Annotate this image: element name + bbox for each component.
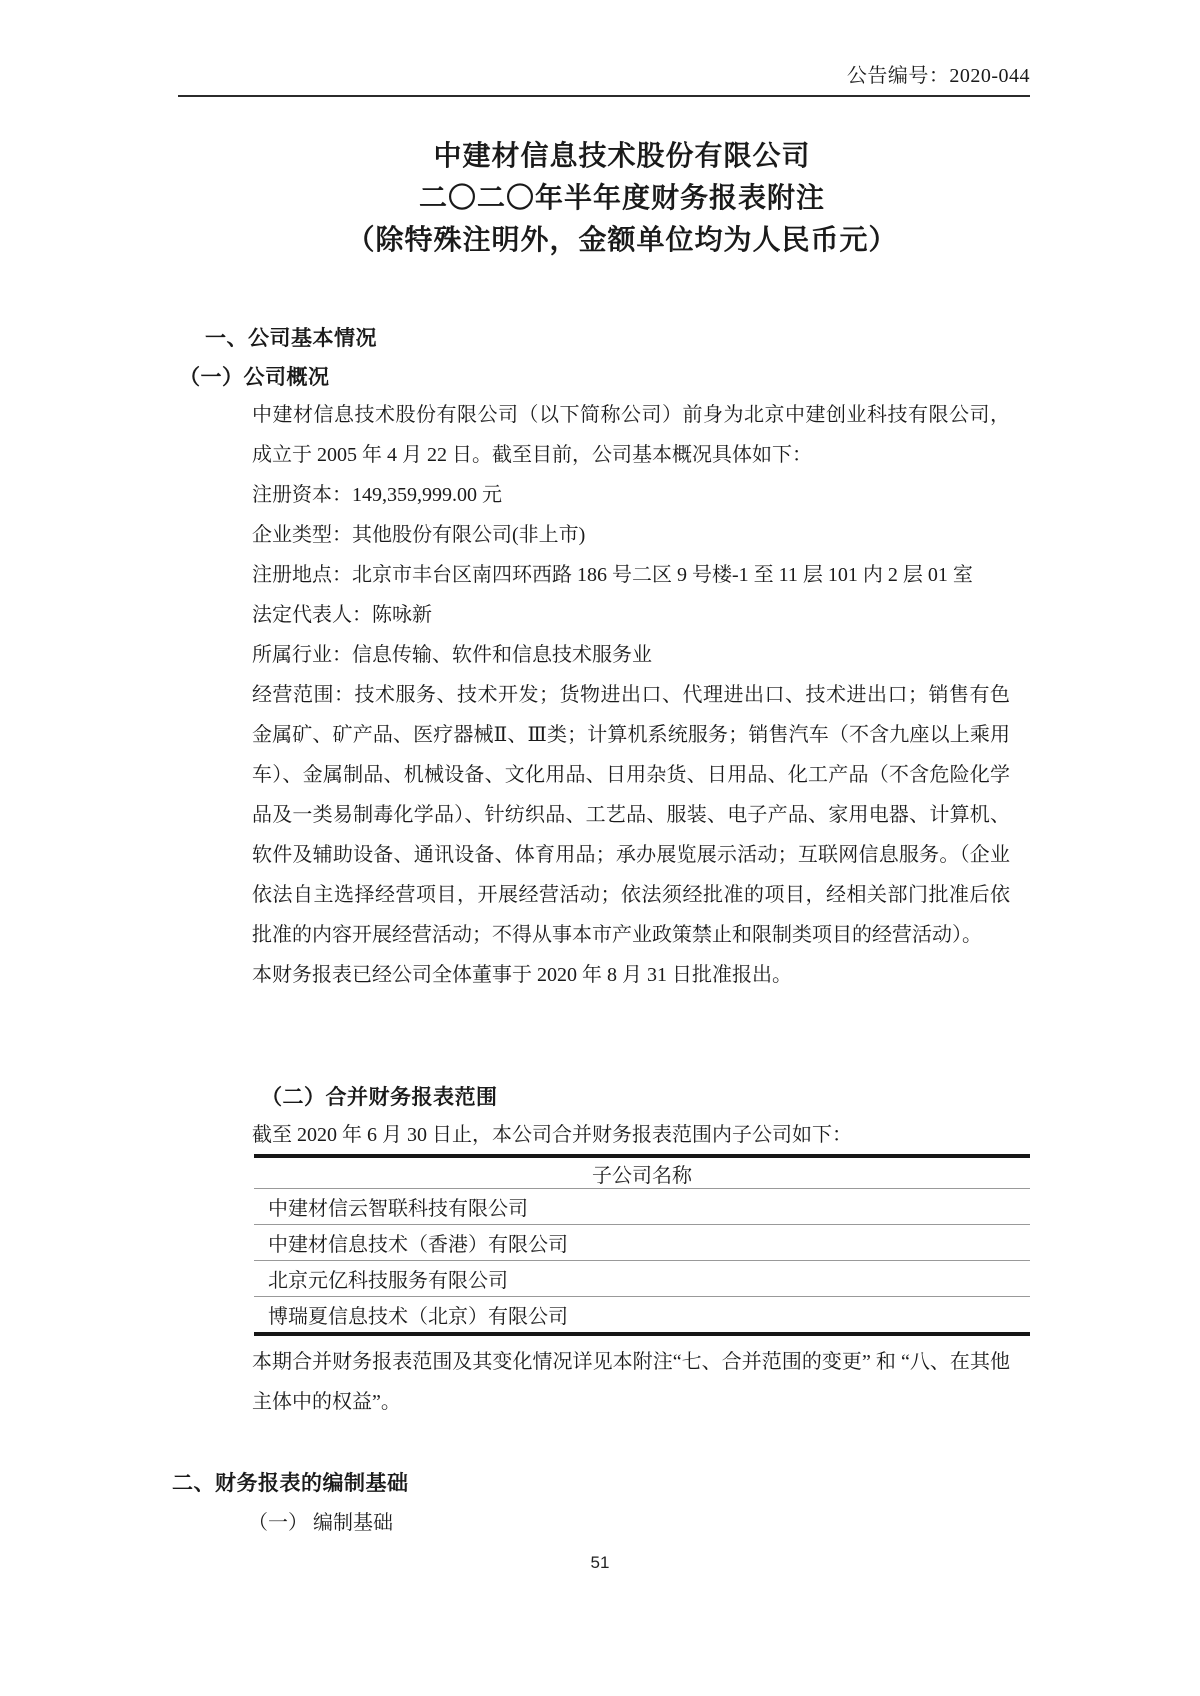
section-1-1-heading: （一）公司概况 bbox=[179, 365, 330, 389]
fact-legal-representative: 法定代表人：陈咏新 bbox=[252, 604, 432, 626]
subsidiary-name-cell: 北京元亿科技服务有限公司 bbox=[254, 1261, 1030, 1297]
section-2-heading: 二、财务报表的编制基础 bbox=[172, 1471, 409, 1495]
table-row bbox=[254, 1297, 1030, 1335]
fact-enterprise-type: 企业类型：其他股份有限公司(非上市) bbox=[252, 524, 586, 546]
consolidation-scope-intro: 截至 2020 年 6 月 30 日止，本公司合并财务报表范围内子公司如下： bbox=[252, 1124, 852, 1146]
fact-business-scope: 经营范围：技术服务、技术开发；货物进出口、代理进出口、技术进出口；销售有色金属矿、矿产品、医疗器械Ⅱ、Ⅲ类；计算机系统服务；销售汽车（不含九座以上乘用车）、金属制品、机械设备、文化用品、日用杂货、日用品、化工产品（不含危险化学品及一类易制毒化学品）、针纺织品、工艺品、服装、电子产品、家用电器、计算机、软件及辅助设备、通讯设备、体育用品；承办展览展示活动；互联网信息服务。（企业依法自主选择经营项目，开展经营活动；依法须经批准的项目，经相关部门批准后依批准的内容开展经营活动；不得从事本市产业政策禁止和限制类项目的经营活动）。 bbox=[252, 684, 1010, 946]
title-currency-note: （除特殊注明外，金额单位均为人民币元） bbox=[346, 225, 898, 256]
company-profile-intro: 中建材信息技术股份有限公司（以下简称公司）前身为北京中建创业科技有限公司，成立于 2005 年 4 月 22 日。截至目前，公司基本概况具体如下： bbox=[252, 404, 1010, 466]
subsidiary-name-cell: 博瑞夏信息技术（北京）有限公司 bbox=[254, 1297, 1030, 1335]
table-header-subsidiary-name: 子公司名称 bbox=[254, 1156, 1030, 1189]
table-row bbox=[254, 1189, 1030, 1225]
table-row bbox=[254, 1225, 1030, 1261]
document-title bbox=[204, 136, 1040, 262]
announcement-number: 公告编号：2020-044 bbox=[846, 65, 1030, 87]
company-profile-body bbox=[252, 395, 1010, 995]
header-divider bbox=[178, 95, 1030, 97]
subsidiaries-table bbox=[254, 1154, 1030, 1336]
table-header-row bbox=[254, 1156, 1030, 1189]
subsidiary-name-cell: 中建材信云智联科技有限公司 bbox=[254, 1189, 1030, 1225]
consolidation-scope-note: 本期合并财务报表范围及其变化情况详见本附注“七、合并范围的变更” 和 “八、在其他主体中的权益”。 bbox=[252, 1351, 1010, 1413]
section-2-1-heading: （一） 编制基础 bbox=[248, 1512, 393, 1534]
fact-registered-capital: 注册资本：149,359,999.00 元 bbox=[252, 484, 502, 506]
table-row bbox=[254, 1261, 1030, 1297]
title-report-name: 二〇二〇年半年度财务报表附注 bbox=[418, 183, 825, 214]
page-number: 51 bbox=[590, 1553, 610, 1572]
title-company-name: 中建材信息技术股份有限公司 bbox=[433, 141, 811, 172]
fact-registered-address: 注册地点：北京市丰台区南四环西路 186 号二区 9 号楼-1 至 11 层 101 内 2 层 01 室 bbox=[252, 564, 973, 586]
fact-industry: 所属行业：信息传输、软件和信息技术服务业 bbox=[252, 644, 652, 666]
section-1-2-heading: （二）合并财务报表范围 bbox=[261, 1085, 498, 1109]
section-1-heading: 一、公司基本情况 bbox=[205, 326, 377, 350]
subsidiary-name-cell: 中建材信息技术（香港）有限公司 bbox=[254, 1225, 1030, 1261]
statement-approval: 本财务报表已经公司全体董事于 2020 年 8 月 31 日批准报出。 bbox=[252, 964, 792, 986]
